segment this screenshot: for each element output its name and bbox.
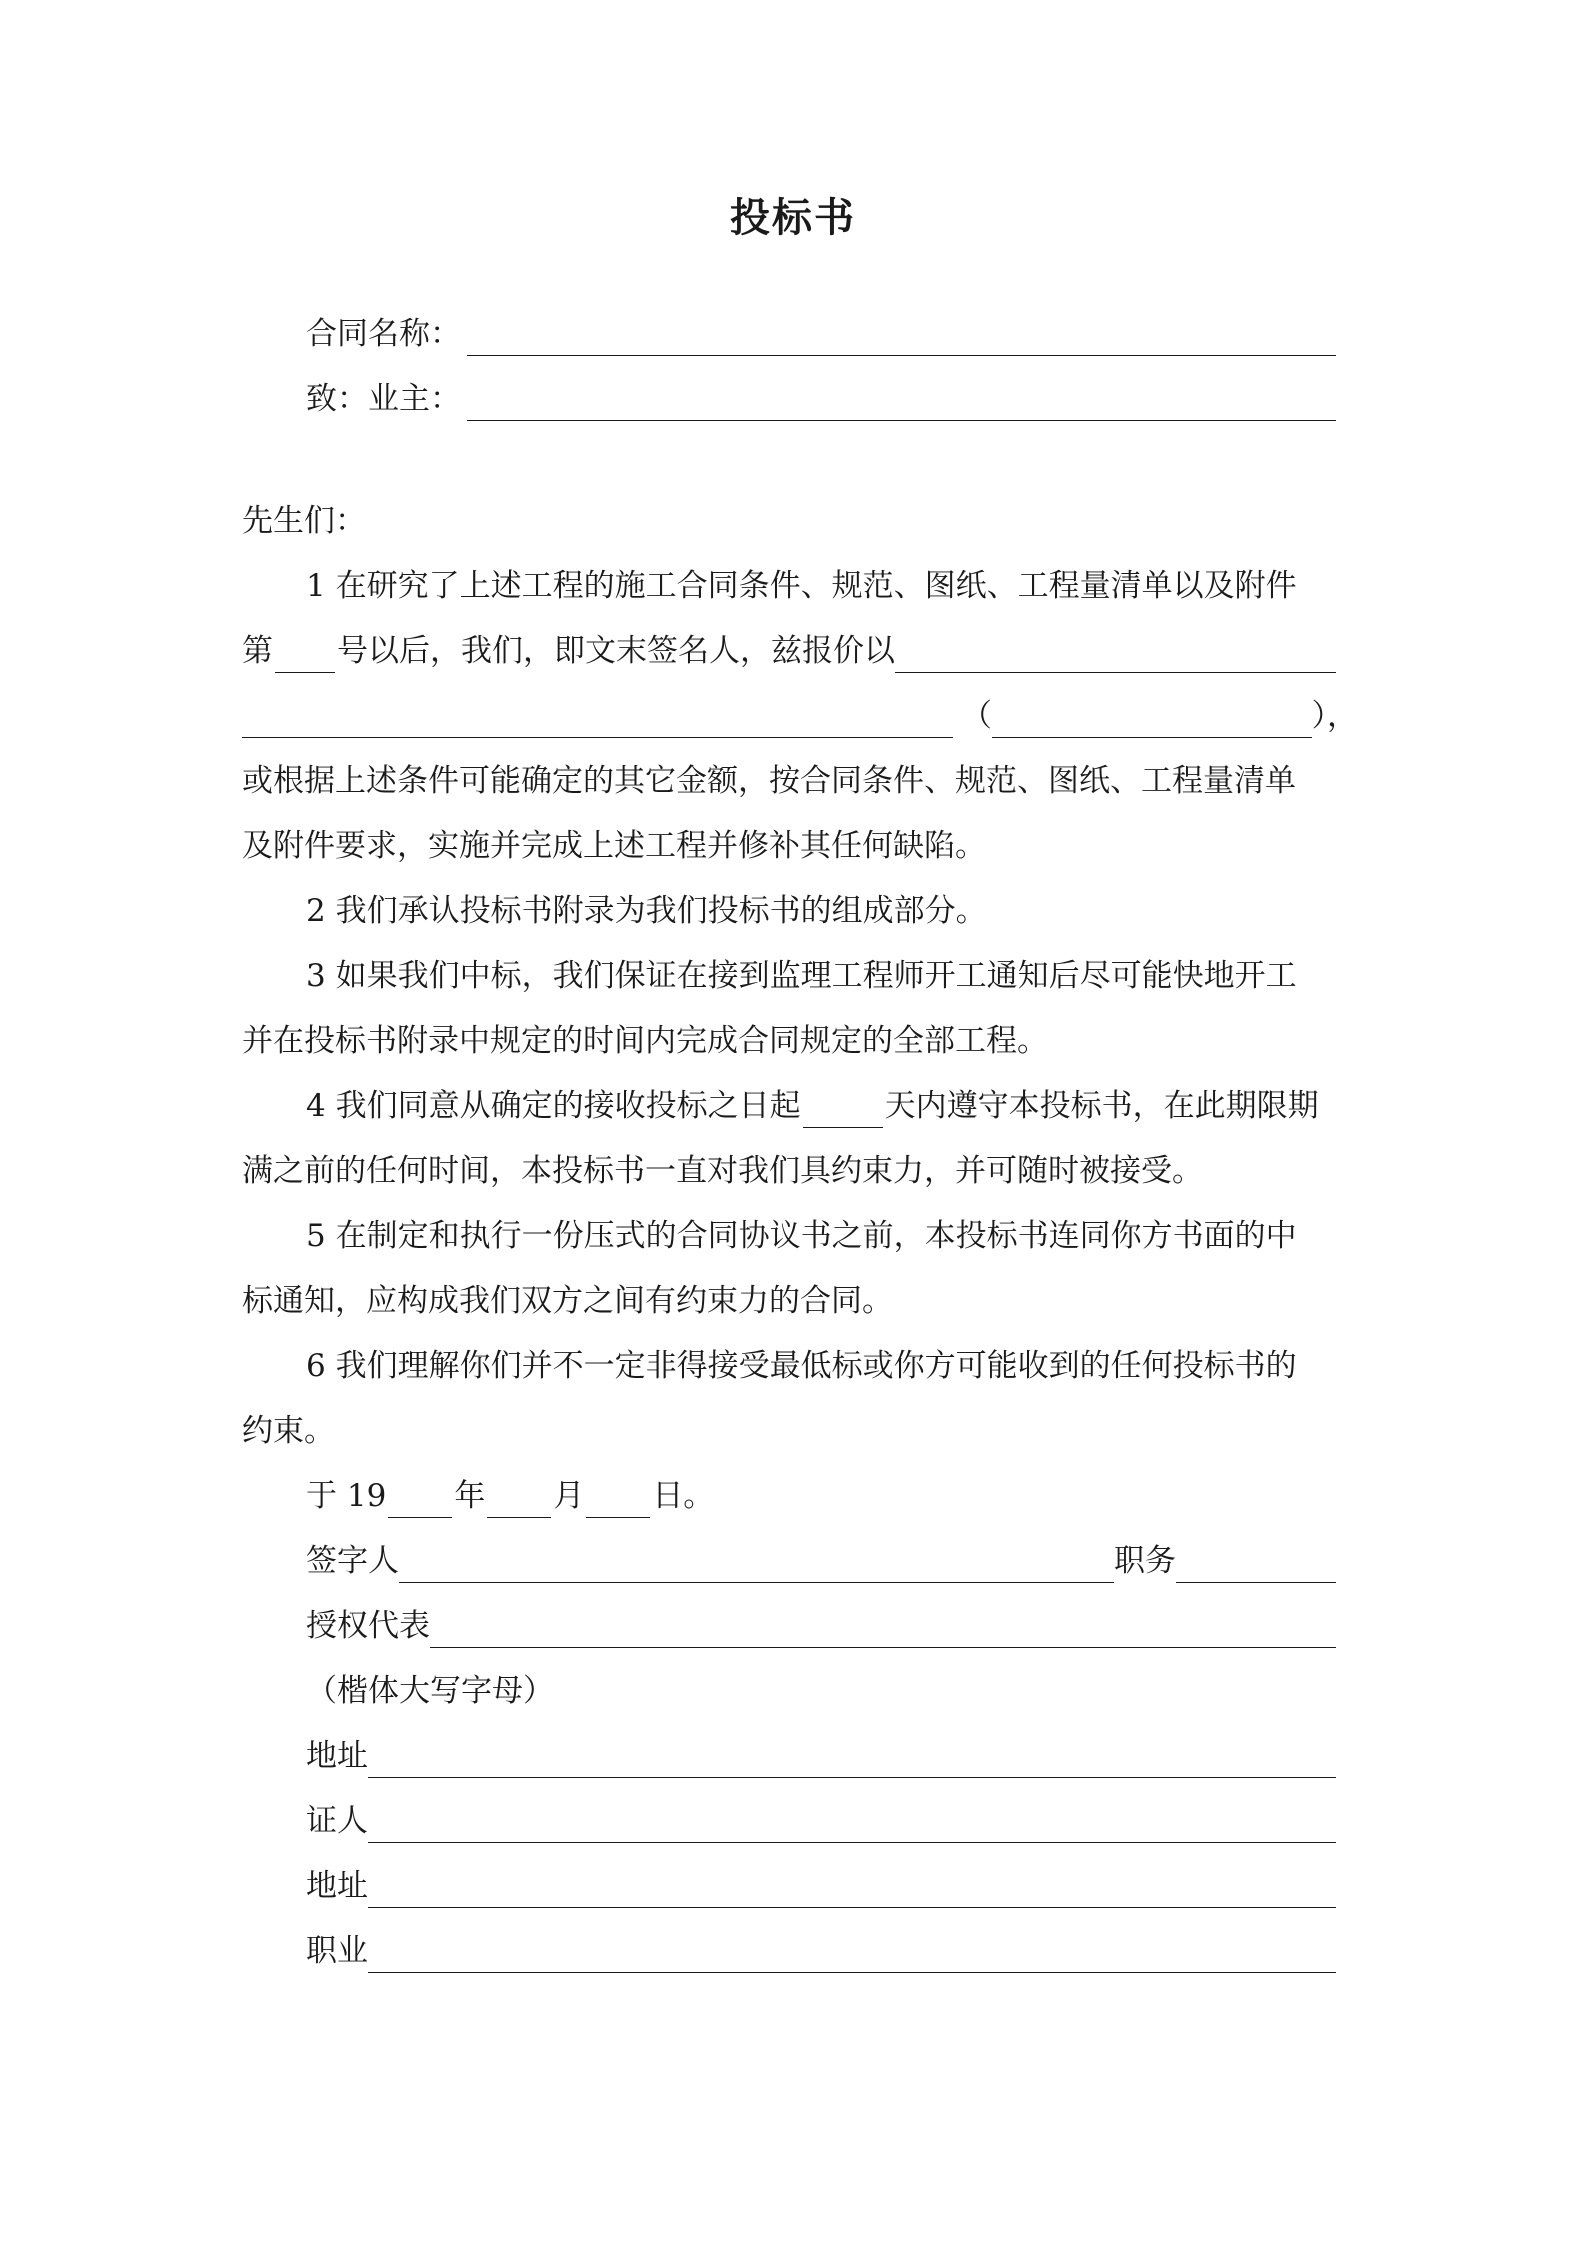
- month-label: 月: [553, 1478, 585, 1514]
- signer-field[interactable]: [399, 1546, 1114, 1583]
- address2-label: 地址: [306, 1868, 368, 1904]
- position-field[interactable]: [1176, 1546, 1336, 1583]
- contract-name-field[interactable]: [467, 319, 1336, 356]
- clause1-line2: [242, 629, 1336, 673]
- bid-amount-words-field-cont[interactable]: [242, 701, 953, 738]
- witness-row: [306, 1799, 1336, 1843]
- to-owner-row: [306, 377, 1336, 421]
- clause1-line1: 1 在研究了上述工程的施工合同条件、规范、图纸、工程量清单以及附件: [306, 568, 1297, 604]
- date-prefix: 于 19: [306, 1478, 387, 1514]
- to-owner-field[interactable]: [467, 384, 1336, 421]
- signer-label: 签字人: [306, 1543, 399, 1579]
- authorized-rep-row: [306, 1604, 1336, 1648]
- address2-field[interactable]: [368, 1871, 1336, 1908]
- contract-name-row: [306, 312, 1336, 356]
- witness-label: 证人: [306, 1803, 368, 1839]
- block-letters-note: （楷体大写字母）: [306, 1673, 554, 1709]
- signer-row: [306, 1539, 1336, 1583]
- clause1-line2-prefix: 第: [242, 633, 273, 669]
- clause3-line1: 3 如果我们中标，我们保证在接到监理工程师开工通知后尽可能快地开工: [306, 958, 1297, 994]
- year-label: 年: [454, 1478, 486, 1514]
- address2-row: [306, 1864, 1336, 1908]
- occupation-label: 职业: [306, 1933, 368, 1969]
- bid-amount-figures-field[interactable]: [992, 701, 1312, 738]
- address-label: 地址: [306, 1738, 368, 1774]
- clause1-line3: [242, 694, 1358, 738]
- clause2: 2 我们承认投标书附录为我们投标书的组成部分。: [306, 893, 987, 929]
- clause4-line1-suffix: 天内遵守本投标书，在此期限期: [884, 1088, 1319, 1124]
- address-field[interactable]: [368, 1741, 1336, 1778]
- to-owner-label: 致：业主：: [306, 381, 461, 417]
- validity-days-field[interactable]: [803, 1091, 883, 1128]
- close-paren: ），: [1311, 698, 1358, 734]
- position-label: 职务: [1114, 1543, 1176, 1579]
- clause5-line1: 5 在制定和执行一份压式的合同协议书之前，本投标书连同你方书面的中: [306, 1218, 1297, 1254]
- clause3-line2: 并在投标书附录中规定的时间内完成合同规定的全部工程。: [242, 1023, 1048, 1059]
- clause5-line2: 标通知，应构成我们双方之间有约束力的合同。: [242, 1283, 893, 1319]
- clause4-line1: [306, 1084, 1319, 1128]
- clause1-line5: 及附件要求，实施并完成上述工程并修补其任何缺陷。: [242, 828, 986, 864]
- authorized-rep-field[interactable]: [430, 1611, 1336, 1648]
- attachment-number-field[interactable]: [275, 636, 335, 673]
- clause1-line2-mid: 号以后，我们，即文末签名人，兹报价以: [337, 633, 895, 669]
- day-field[interactable]: [586, 1481, 650, 1518]
- clause6-line2: 约束。: [242, 1413, 335, 1449]
- page-title: 投标书: [730, 194, 856, 241]
- year-field[interactable]: [388, 1481, 452, 1518]
- month-field[interactable]: [487, 1481, 551, 1518]
- open-paren: （: [960, 698, 992, 734]
- occupation-field[interactable]: [368, 1936, 1336, 1973]
- day-label: 日。: [652, 1478, 715, 1514]
- date-row: [306, 1474, 714, 1518]
- salutation: 先生们：: [242, 503, 366, 539]
- clause6-line1: 6 我们理解你们并不一定非得接受最低标或你方可能收到的任何投标书的: [306, 1348, 1297, 1384]
- clause1-line4: 或根据上述条件可能确定的其它金额，按合同条件、规范、图纸、工程量清单: [242, 763, 1296, 799]
- clause4-line2: 满之前的任何时间，本投标书一直对我们具约束力，并可随时被接受。: [242, 1153, 1203, 1189]
- address-row: [306, 1734, 1336, 1778]
- witness-field[interactable]: [368, 1806, 1336, 1843]
- clause4-line1-prefix: 4 我们同意从确定的接收投标之日起: [306, 1088, 801, 1124]
- bid-amount-words-field[interactable]: [895, 636, 1336, 673]
- contract-name-label: 合同名称：: [306, 316, 461, 352]
- occupation-row: [306, 1929, 1336, 1973]
- authorized-rep-label: 授权代表: [306, 1608, 430, 1644]
